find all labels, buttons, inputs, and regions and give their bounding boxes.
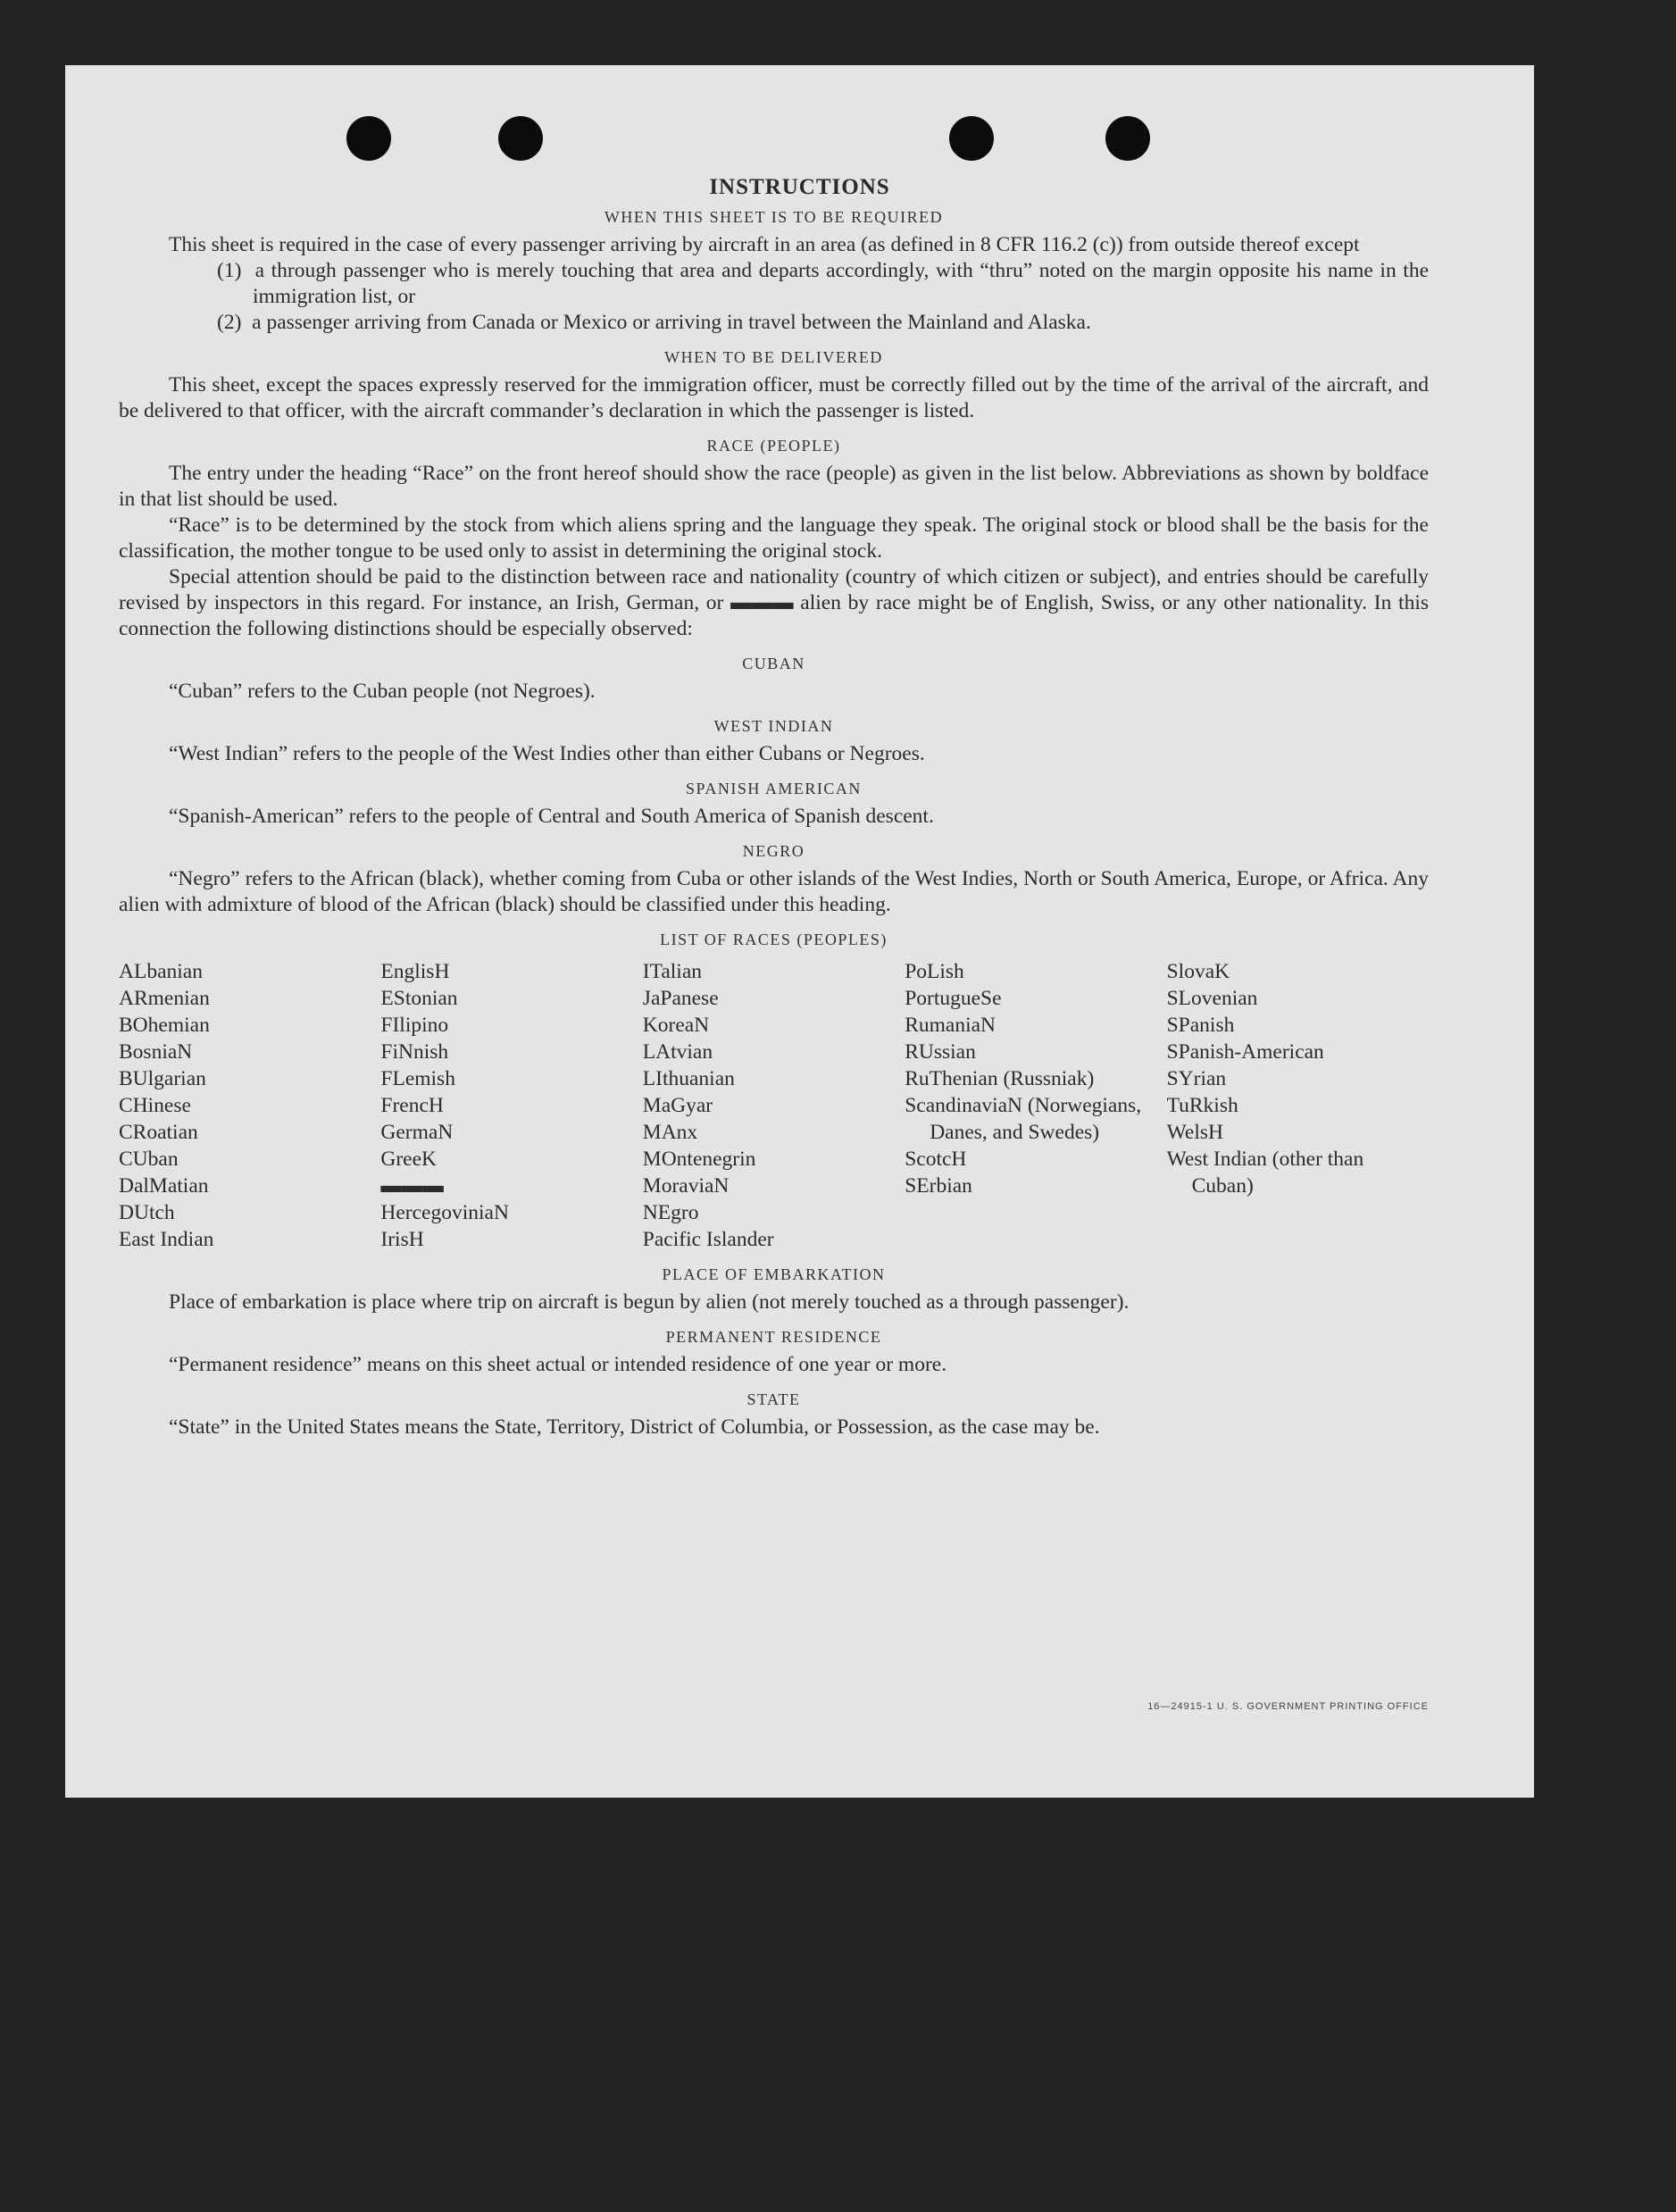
race-column <box>119 958 380 1253</box>
race-entry: DUtch <box>119 1201 175 1224</box>
item-number: (1) <box>217 259 242 282</box>
race-entry: RUssian <box>905 1040 976 1064</box>
race-column <box>643 958 905 1253</box>
race-entry: MoraviaN <box>642 1174 730 1198</box>
paragraph: This sheet is required in the case of every passenger arriving by aircraft in an area (as defined in 8 CFR 116.2 (c)) from outside thereof except <box>169 233 1360 256</box>
section-heading: SPANISH AMERICAN <box>686 780 862 797</box>
race-entry: RumaniaN <box>905 1014 996 1037</box>
race-entry: FLemish <box>380 1067 455 1090</box>
race-entry: LAtvian <box>642 1040 713 1064</box>
race-column <box>1167 958 1429 1253</box>
race-entry: MaGyar <box>642 1094 713 1117</box>
punch-hole <box>949 116 994 161</box>
paragraph: This sheet, except the spaces expressly reserved for the immigration officer, must be correctly filled out by the time of the arrival of the aircraft, and be delivered to that officer, with the aircraft commander’s declaration in which the passenger is listed. <box>119 373 1429 422</box>
punch-hole <box>1105 116 1150 161</box>
race-entry: PoLish <box>905 960 964 983</box>
section-heading: WHEN TO BE DELIVERED <box>664 348 883 366</box>
race-entry: CUban <box>119 1148 179 1171</box>
race-entry: ▬▬▬ <box>380 1174 444 1198</box>
race-entry: WelsH <box>1166 1121 1223 1144</box>
section-heading: STATE <box>746 1390 801 1408</box>
printing-office-code: 16—24915-1 U. S. GOVERNMENT PRINTING OFFICE <box>1147 1701 1429 1712</box>
race-entry: BOhemian <box>119 1014 210 1037</box>
paragraph: The entry under the heading “Race” on the front hereof should show the race (people) as given in the list below. Abbreviations as shown by boldface in that list should be used. <box>119 462 1429 511</box>
race-list <box>119 958 1429 1253</box>
paragraph: “Negro” refers to the African (black), whether coming from Cuba or other islands of the West Indies, North or South America, Europe, or Africa. Any alien with admixture of blood of the African (black) should be classified under this heading. <box>119 867 1429 916</box>
race-entry: MOntenegrin <box>642 1148 756 1171</box>
race-entry: NEgro <box>642 1201 699 1224</box>
document-sheet <box>65 65 1534 1798</box>
section-heading: LIST OF RACES (PEOPLES) <box>660 931 888 948</box>
race-entry: FrencH <box>380 1094 444 1117</box>
section-heading: WEST INDIAN <box>713 717 834 735</box>
item-text: a passenger arriving from Canada or Mexico or arriving in travel between the Mainland and Alaska. <box>252 311 1091 334</box>
race-entry: ITalian <box>642 960 703 983</box>
race-column <box>380 958 642 1253</box>
race-column <box>905 958 1166 1253</box>
item-text: a through passenger who is merely touching that area and departs accordingly, with “thru” noted on the margin opposite his name in the immigration list, or <box>253 259 1430 308</box>
race-entry: SPanish <box>1166 1014 1235 1037</box>
race-entry: EnglisH <box>380 960 450 983</box>
page-title: INSTRUCTIONS <box>709 175 890 199</box>
race-entry: HercegoviniaN <box>380 1201 509 1224</box>
section-heading: NEGRO <box>742 842 805 860</box>
race-entry: GreeK <box>380 1148 438 1171</box>
paragraph: “State” in the United States means the State, Territory, District of Columbia, or Possession, as the case may be. <box>169 1415 1100 1439</box>
race-entry: JaPanese <box>642 987 719 1010</box>
race-entry: DalMatian <box>119 1174 209 1198</box>
section-heading: RACE (PEOPLE) <box>706 437 841 455</box>
race-entry: Pacific Islander <box>642 1228 774 1251</box>
race-entry: West Indian (other than Cuban) <box>1166 1148 1364 1198</box>
race-entry: FIlipino <box>380 1014 449 1037</box>
item-number: (2) <box>217 311 242 334</box>
race-entry: FiNnish <box>380 1040 449 1064</box>
race-entry: IrisH <box>380 1228 424 1251</box>
instructions-body <box>119 208 1429 1440</box>
race-entry: CHinese <box>119 1094 191 1117</box>
paragraph: “Spanish-American” refers to the people of Central and South America of Spanish descent. <box>169 805 934 828</box>
race-entry: ScotcH <box>905 1148 967 1171</box>
section-heading: PERMANENT RESIDENCE <box>665 1328 882 1346</box>
race-entry: LIthuanian <box>642 1067 735 1090</box>
paragraph: “Cuban” refers to the Cuban people (not Negroes). <box>169 680 596 703</box>
race-entry: East Indian <box>119 1228 214 1251</box>
paragraph: Special attention should be paid to the distinction between race and nationality (country of which citizen or subject), and entries should be carefully revised by inspectors in this regard. For instance, an Irish, German, or ▬▬▬ alien by race might be of English, Swiss, or any other nationality. In this connection the following distinctions should be especially observed: <box>119 565 1429 640</box>
race-entry: ARmenian <box>119 987 210 1010</box>
race-entry: RuThenian (Russniak) <box>905 1067 1095 1090</box>
race-entry: ALbanian <box>119 960 203 983</box>
punch-hole <box>498 116 543 161</box>
section-heading: WHEN THIS SHEET IS TO BE REQUIRED <box>604 208 944 226</box>
race-entry: SPanish-American <box>1166 1040 1324 1064</box>
paragraph: “Race” is to be determined by the stock from which aliens spring and the language they speak. The original stock or blood shall be the basis for the classification, the mother tongue to be used only to assist in determining the original stock. <box>119 513 1429 563</box>
race-entry: GermaN <box>380 1121 454 1144</box>
race-entry: KoreaN <box>642 1014 710 1037</box>
race-entry: SlovaK <box>1166 960 1230 983</box>
race-entry: ScandinaviaN (Norwegians, Danes, and Swedes) <box>905 1094 1142 1144</box>
section-heading: CUBAN <box>742 655 805 672</box>
race-entry: SYrian <box>1166 1067 1227 1090</box>
list-item <box>217 258 1429 310</box>
race-entry: BUlgarian <box>119 1067 206 1090</box>
paragraph: Place of embarkation is place where trip on aircraft is begun by alien (not merely touched as a through passenger). <box>169 1290 1130 1314</box>
race-entry: EStonian <box>380 987 458 1010</box>
list-item <box>217 310 1429 336</box>
race-entry: MAnx <box>642 1121 698 1144</box>
race-entry: SErbian <box>905 1174 972 1198</box>
paragraph: “Permanent residence” means on this sheet actual or intended residence of one year or more. <box>169 1353 947 1376</box>
paragraph: “West Indian” refers to the people of the West Indies other than either Cubans or Negroes. <box>169 742 925 765</box>
race-entry: CRoatian <box>119 1121 198 1144</box>
punch-hole <box>346 116 391 161</box>
race-entry: SLovenian <box>1166 987 1258 1010</box>
race-entry: TuRkish <box>1166 1094 1238 1117</box>
section-heading: PLACE OF EMBARKATION <box>662 1265 886 1283</box>
race-entry: BosniaN <box>119 1040 193 1064</box>
race-entry: PortugueSe <box>905 987 1002 1010</box>
